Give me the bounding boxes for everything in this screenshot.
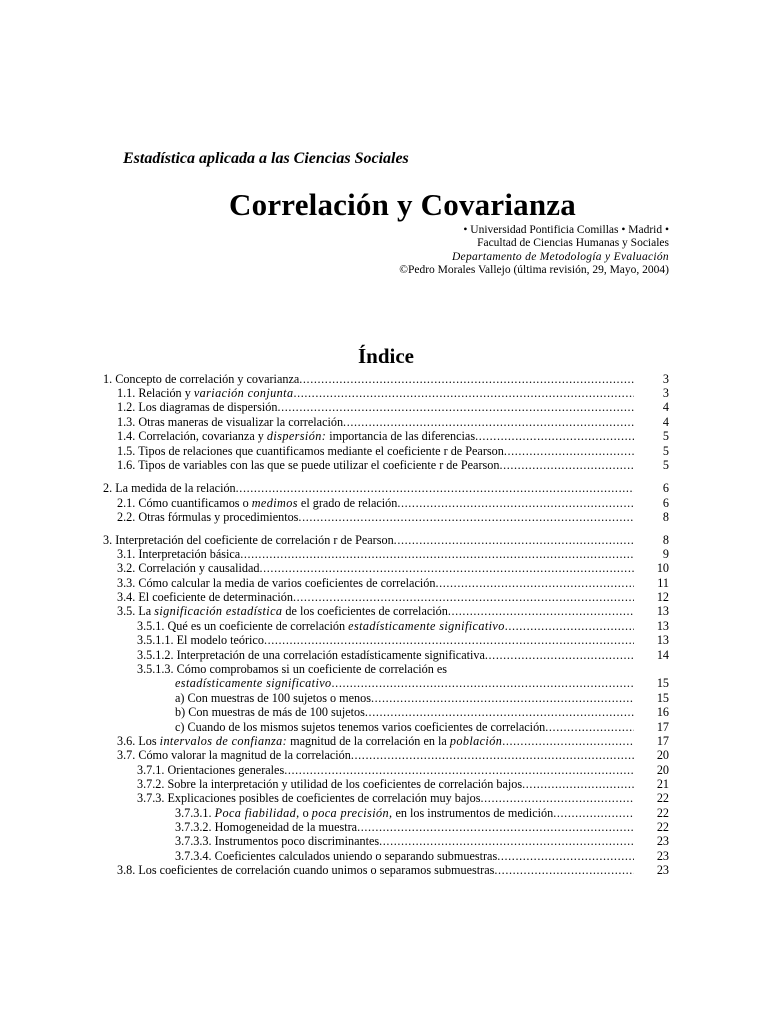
toc-leader-dots [497, 849, 634, 864]
toc-entry-title: c) Cuando de los mismos sujetos tenemos varios coeficientes de correlación [175, 720, 546, 734]
toc-entry-title: estadísticamente significativo [175, 676, 332, 690]
toc-entry[interactable] [0, 834, 768, 849]
toc-entry-title: 1.3. Otras maneras de visualizar la correlación [117, 415, 344, 429]
toc-entry[interactable] [0, 806, 768, 821]
toc-page-number: 22 [656, 806, 669, 820]
toc-page-number: 12 [656, 590, 669, 604]
toc-page-number: 8 [662, 510, 669, 524]
series-title: Estadística aplicada a las Ciencias Sociales [123, 150, 409, 167]
toc-entry[interactable] [0, 415, 768, 430]
toc-entry-title: 3.7.3. Explicaciones posibles de coeficientes de correlación muy bajos [137, 791, 481, 805]
toc-entry[interactable] [0, 619, 768, 634]
toc-leader-dots [357, 820, 634, 835]
toc-entry-title: 3.7.2. Sobre la interpretación y utilidad de los coeficientes de correlación bajos [137, 777, 523, 791]
affiliation-department: Departamento de Metodología y Evaluación [451, 250, 669, 263]
toc-entry[interactable] [0, 648, 768, 663]
toc-entry-title: 3.7.3.1. Poca fiabilidad, o poca precisión, en los instrumentos de medición [175, 806, 554, 820]
toc-entry[interactable] [0, 720, 768, 735]
toc-page-number: 15 [656, 691, 669, 705]
toc-entry-title: 3.8. Los coeficientes de correlación cuando unimos o separamos submuestras [117, 863, 495, 877]
toc-page-number: 13 [656, 619, 669, 633]
toc-leader-dots [485, 648, 634, 663]
toc-entry-title: 3.7.3.2. Homogeneidad de la muestra [175, 820, 358, 834]
toc-entry-title: 2.2. Otras fórmulas y procedimientos [117, 510, 299, 524]
affiliation-faculty: Facultad de Ciencias Humanas y Sociales [477, 237, 669, 250]
toc-entry[interactable] [0, 763, 768, 778]
toc-page-number: 8 [662, 533, 669, 547]
toc-leader-dots [494, 863, 634, 878]
toc-entry[interactable] [0, 748, 768, 763]
toc-entry-title: b) Con muestras de más de 100 sujetos [175, 705, 365, 719]
toc-leader-dots [277, 400, 634, 415]
toc-entry[interactable] [0, 400, 768, 415]
toc-leader-dots [240, 547, 634, 562]
toc-leader-dots [502, 734, 634, 749]
toc-leader-dots [553, 806, 634, 821]
toc-entry[interactable] [0, 849, 768, 864]
toc-leader-dots [371, 691, 634, 706]
toc-entry[interactable] [0, 676, 768, 691]
toc-entry-title: 1.6. Tipos de variables con las que se puede utilizar el coeficiente r de Pearson [117, 458, 500, 472]
toc-leader-dots [259, 561, 634, 576]
toc-entry-title: 3.1. Interpretación básica [117, 547, 241, 561]
toc-page-number: 11 [657, 576, 669, 590]
toc-entry-title: 3.4. El coeficiente de determinación [117, 590, 293, 604]
toc-leader-dots [343, 415, 634, 430]
toc-entry[interactable] [0, 576, 768, 591]
toc-entry[interactable] [0, 481, 768, 496]
toc-page-number: 13 [656, 604, 669, 618]
toc-page-number: 23 [656, 849, 669, 863]
toc-entry[interactable] [0, 496, 768, 511]
toc-entry-title: 3.2. Correlación y causalidad [117, 561, 260, 575]
toc-entry[interactable] [0, 705, 768, 720]
toc-entry[interactable] [0, 633, 768, 648]
toc-page-number: 6 [662, 496, 669, 510]
toc-entry-title: 3.7. Cómo valorar la magnitud de la correlación [117, 748, 351, 762]
toc-page-number: 17 [656, 734, 669, 748]
toc-entry[interactable] [0, 791, 768, 806]
toc-entry-title: 3.5. La significación estadística de los coeficientes de correlación [117, 604, 448, 618]
toc-page-number: 13 [656, 633, 669, 647]
toc-leader-dots [522, 777, 634, 792]
toc-entry-title: 1.1. Relación y variación conjunta [117, 386, 294, 400]
toc-entry[interactable] [0, 604, 768, 619]
toc-leader-dots [499, 458, 634, 473]
toc-leader-dots [397, 496, 634, 511]
toc-entry[interactable] [0, 561, 768, 576]
toc-leader-dots [545, 720, 634, 735]
toc-leader-dots [284, 763, 634, 778]
toc-leader-dots [236, 481, 634, 496]
toc-leader-dots [293, 590, 634, 605]
toc-entry-title: a) Con muestras de 100 sujetos o menos [175, 691, 371, 705]
toc-page-number: 5 [662, 444, 669, 458]
toc-entry[interactable] [0, 662, 768, 677]
toc-page-number: 4 [662, 415, 669, 429]
toc-page-number: 9 [662, 547, 669, 561]
affiliation-university: • Universidad Pontificia Comillas • Madrid • [463, 224, 669, 236]
toc-leader-dots [435, 576, 634, 591]
toc-page-number: 3 [662, 386, 669, 400]
toc-leader-dots [365, 705, 634, 720]
toc-entry-title: 3.5.1. Qué es un coeficiente de correlación estadísticamente significativo [137, 619, 505, 633]
toc-entry-title: 3.5.1.3. Cómo comprobamos si un coeficiente de correlación es [137, 662, 448, 676]
toc-page-number: 3 [662, 372, 669, 386]
toc-entry-title: 3.7.3.4. Coeficientes calculados uniendo o separando submuestras [175, 849, 498, 863]
toc-page-number: 5 [662, 429, 669, 443]
affiliation-block [399, 224, 669, 278]
toc-leader-dots [264, 633, 634, 648]
toc-entry[interactable] [0, 386, 768, 401]
toc-entry-title: 3.7.1. Orientaciones generales [137, 763, 285, 777]
toc-leader-dots [299, 372, 634, 387]
toc-entry-title: 3.6. Los intervalos de confianza: magnitud de la correlación en la población [117, 734, 503, 748]
document-title: Correlación y Covarianza [229, 187, 576, 222]
toc-page-number: 6 [662, 481, 669, 495]
toc-entry-title: 1. Concepto de correlación y covarianza [103, 372, 300, 386]
toc-leader-dots [293, 386, 634, 401]
toc-page-number: 20 [656, 748, 669, 762]
toc-entry-title: 1.5. Tipos de relaciones que cuantificamos mediante el coeficiente r de Pearson [117, 444, 504, 458]
toc-entry[interactable] [0, 777, 768, 792]
toc-page-number: 23 [656, 834, 669, 848]
toc-entry[interactable] [0, 820, 768, 835]
toc-page-number: 10 [656, 561, 669, 575]
toc-entry-title: 3. Interpretación del coeficiente de correlación r de Pearson [103, 533, 394, 547]
toc-page-number: 22 [656, 820, 669, 834]
toc-leader-dots [504, 444, 634, 459]
toc-entry[interactable] [0, 444, 768, 459]
toc-entry[interactable] [0, 533, 768, 548]
toc-page-number: 22 [656, 791, 669, 805]
toc-entry-title: 3.5.1.2. Interpretación de una correlación estadísticamente significativa [137, 648, 485, 662]
toc-entry[interactable] [0, 547, 768, 562]
toc-leader-dots [394, 533, 634, 548]
toc-leader-dots [351, 748, 634, 763]
affiliation-author: ©Pedro Morales Vallejo (última revisión, 29, Mayo, 2004) [399, 264, 669, 277]
toc-page-number: 16 [656, 705, 669, 719]
toc-leader-dots [505, 619, 634, 634]
toc-leader-dots [332, 676, 634, 691]
toc-entry-title: 1.4. Correlación, covarianza y dispersión: importancia de las diferencias [117, 429, 476, 443]
toc-entry-title: 1.2. Los diagramas de dispersión [117, 400, 278, 414]
toc-entry[interactable] [0, 510, 768, 525]
toc-entry[interactable] [0, 372, 768, 387]
toc-entry-title: 2.1. Cómo cuantificamos o medimos el grado de relación [117, 496, 398, 510]
toc-entry[interactable] [0, 691, 768, 706]
toc-page-number: 4 [662, 400, 669, 414]
toc-page-number: 14 [656, 648, 669, 662]
toc-page-number: 17 [656, 720, 669, 734]
toc-leader-dots [379, 834, 634, 849]
toc-page-number: 21 [656, 777, 669, 791]
toc-page-number: 23 [656, 863, 669, 877]
toc-entry[interactable] [0, 590, 768, 605]
toc-entry-title: 3.5.1.1. El modelo teórico [137, 633, 264, 647]
toc-leader-dots [475, 429, 634, 444]
toc-entry[interactable] [0, 734, 768, 749]
toc-entry-title: 3.3. Cómo calcular la media de varios coeficientes de correlación [117, 576, 436, 590]
index-heading: Índice [357, 344, 414, 368]
toc-page-number: 20 [656, 763, 669, 777]
toc-page-number: 15 [656, 676, 669, 690]
toc-leader-dots [298, 510, 634, 525]
toc-leader-dots [481, 791, 634, 806]
toc-entry[interactable] [0, 458, 768, 473]
toc-entry[interactable] [0, 863, 768, 878]
toc-page-number: 5 [662, 458, 669, 472]
toc-entry-title: 2. La medida de la relación [103, 481, 236, 495]
toc-entry-title: 3.7.3.3. Instrumentos poco discriminantes [175, 834, 380, 848]
toc-entry[interactable] [0, 429, 768, 444]
toc-leader-dots [448, 604, 634, 619]
